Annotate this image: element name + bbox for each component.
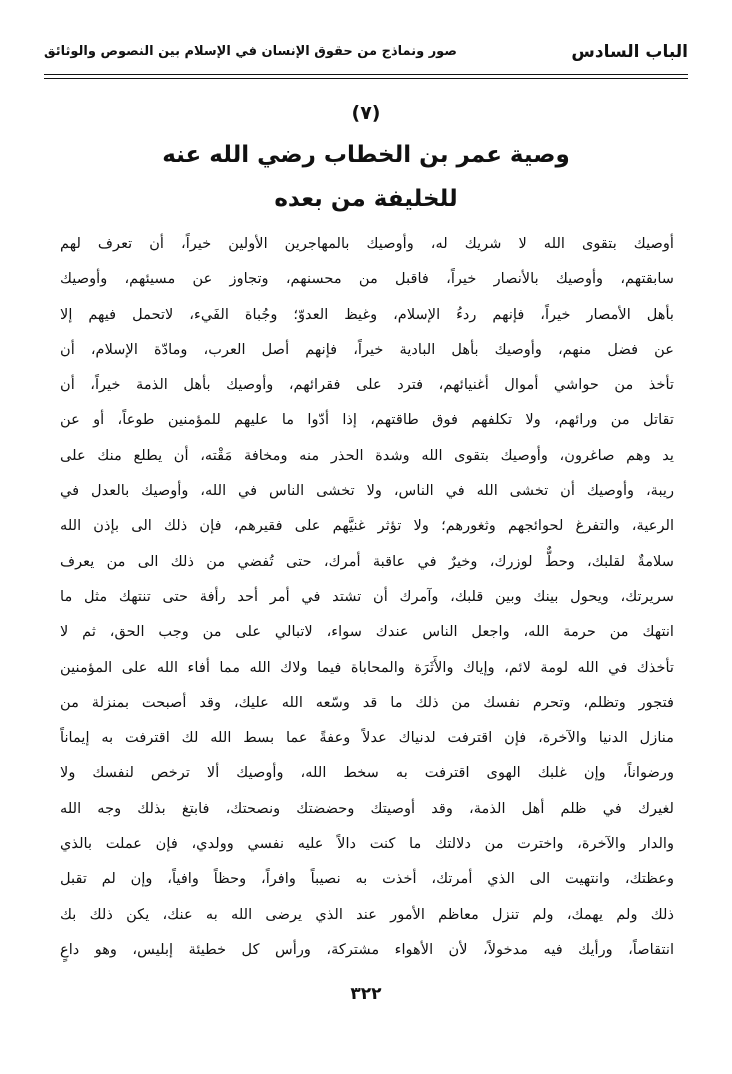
text-line: سابقتهم، وأوصيك بالأنصار خيراً، فاقبل من محسنهم، وتجاوز عن مسيئهم، وأوصيك	[60, 270, 674, 288]
text-line: ورضواناً، وإن غلبك الهوى اقترفت به سخط الله، وأوصيك ألا ترخص لنفسك ولا	[60, 764, 674, 782]
text-line: لغيرك في ظلم أهل الذمة، وقد أوصيتك وحضضتك ونصحتك، فابتغ بذلك وجه الله	[60, 799, 674, 817]
text-line: سلامةٌ لقلبك، وحطٌّ لوزرك، وخيرٌ في عاقبة أمرك، حتى تُفضي من ذلك الى من يعرف	[60, 552, 674, 570]
chapter-label: الباب السادس	[571, 42, 688, 62]
page-number: ٣٢٢	[350, 984, 382, 1004]
text-line: الرعية، والتفرغ لحوائجهم وثغورهم؛ ولا تؤثر غنيَّهم على فقيرهم، فإن ذلك الى بإذن الله	[60, 517, 674, 535]
text-line: منازل الدنيا والآخرة، فإن اقترفت لدنياك عدلاً وعفةً عما بسط الله لك اقترفت به إيماناً	[60, 729, 674, 747]
section-heading: وصية عمر بن الخطاب رضي الله عنه	[162, 142, 570, 168]
text-line: تأخذ من حواشي أموال أغنيائهم، فترد على فقرائهم، وأوصيك بأهل الذمة خيراً، أن	[60, 376, 674, 394]
text-line: فتجور وتظلم، وتحرم نفسك من ذلك ما قد وسّعه الله عليك، وقد أصبحت بمنزلة من	[60, 693, 674, 711]
text-line: والدار والآخرة، واخترت من دلالتك ما كنت دالاً عليه نفسي وولدي، فإن عملت بالذي	[60, 835, 674, 853]
text-line: ريبة، وأوصيك أن تخشى الله في الناس، ولا تخشى الناس في الله، وأوصيك بالعدل في	[60, 482, 674, 500]
body-text	[60, 226, 674, 967]
text-line: يد وهم صاغرون، وأوصيك بتقوى الله وشدة الحذر منه ومخافة مَقْته، أن يطلع منك على	[60, 446, 674, 464]
text-line: أوصيك بتقوى الله لا شريك له، وأوصيك بالمهاجرين الأولين خيراً، أن تعرف لهم	[60, 235, 674, 252]
section-number: (٧)	[351, 102, 381, 124]
text-line: تقاتل من ورائهم، ولا تكلفهم فوق طاقتهم، إذا أدّوا ما عليهم للمؤمنين طوعاً، أو عن	[60, 411, 674, 429]
text-line: تأخذك في الله لومة لائم، وإياك والأَثَرَة والمحاباة فيما ولاك الله مما أفاء الله على المؤمنين	[60, 658, 674, 676]
text-line: ذلك ولم يهمك، ولم تنزل معاظم الأمور عند الذي يرضى الله به عنك، يكن ذلك بك	[60, 905, 674, 923]
running-head	[44, 40, 688, 70]
text-line: سريرتك، ويحول بينك وبين قلبك، وآمرك أن تشتد في أمر أحد رأفة حتى تنتهك مثل ما	[60, 587, 674, 605]
text-line: انتهك من حرمة الله، واجعل الناس عندك سواء، لاتبالي على من وجب الحق، ثم لا	[60, 623, 674, 641]
text-line: انتقاصاً، ورأيك فيه مدخولاً، لأن الأهواء مشتركة، ورأس كل خطيئة إبليس، وهو داعٍ	[60, 940, 674, 958]
text-line: وعظتك، وانتهيت الى الذي أمرتك، أخذت به نصيباً وافراً، وحظاً وافياً، وإن لم تقبل	[60, 870, 674, 888]
header-rule	[44, 74, 688, 75]
text-line: بأهل الأمصار خيراً، فإنهم ردءُ الإسلام، وغيظ العدوّ؛ وجُباة الفَيء، لاتحمل فيهم إلا	[60, 305, 674, 323]
section-subheading: للخليفة من بعده	[274, 186, 458, 212]
book-title: صور ونماذج من حقوق الإنسان في الإسلام بين النصوص والوثائق	[44, 44, 457, 59]
text-line: عن فضل منهم، وأوصيك بأهل البادية خيراً، فإنهم أصل العرب، ومادّة الإسلام، أن	[60, 340, 674, 358]
header-rule-thin	[44, 78, 688, 79]
